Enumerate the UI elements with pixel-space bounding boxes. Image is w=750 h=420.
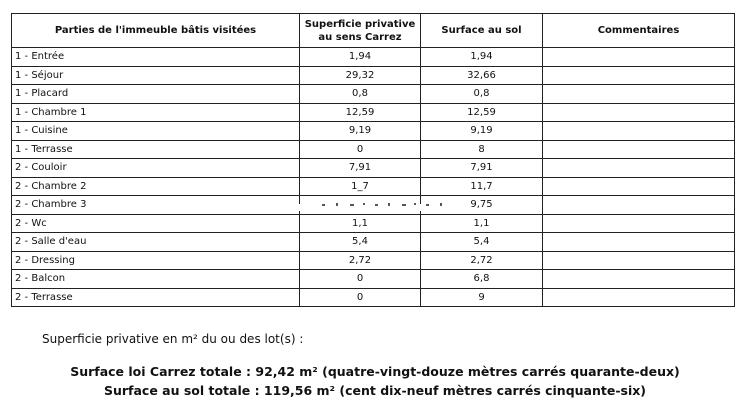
row-part: 2 - Chambre 3: [12, 196, 300, 215]
row-comment: [543, 177, 735, 196]
carrez-total: Surface loi Carrez totale : 92,42 m² (quatre-vingt-douze mètres carrés quarante-deux): [70, 364, 680, 379]
table-row: [12, 288, 735, 307]
row-comment: [543, 233, 735, 252]
header-carrez: Superficie privative au sens Carrez: [300, 14, 421, 48]
table-row: [12, 122, 735, 141]
row-ground: 12,59: [421, 103, 543, 122]
row-part: 2 - Couloir: [12, 159, 300, 178]
row-comment: [543, 270, 735, 289]
row-carrez: 29,32: [300, 66, 421, 85]
row-carrez: 12,59: [300, 103, 421, 122]
row-part: 1 - Placard: [12, 85, 300, 104]
row-carrez: 0,8: [300, 85, 421, 104]
table-row: [12, 159, 735, 178]
row-ground: 1,94: [421, 48, 543, 67]
row-part: 1 - Terrasse: [12, 140, 300, 159]
table-row: [12, 85, 735, 104]
row-carrez: 0: [300, 140, 421, 159]
row-ground: 5,4: [421, 233, 543, 252]
row-ground: 1,1: [421, 214, 543, 233]
row-ground: 2,72: [421, 251, 543, 270]
row-comment: [543, 48, 735, 67]
ground-total: Surface au sol totale : 119,56 m² (cent dix-neuf mètres carrés cinquante-six): [103, 383, 647, 398]
row-carrez: 7,91: [300, 159, 421, 178]
row-comment: [543, 66, 735, 85]
row-ground: 9,19: [421, 122, 543, 141]
row-comment: [543, 140, 735, 159]
row-carrez: 2,72: [300, 251, 421, 270]
row-ground: 6,8: [421, 270, 543, 289]
row-comment: [543, 122, 735, 141]
header-parts: Parties de l'immeuble bâtis visitées: [12, 14, 300, 48]
row-carrez: 5,4: [300, 233, 421, 252]
row-part: 2 - Salle d'eau: [12, 233, 300, 252]
row-part: 2 - Balcon: [12, 270, 300, 289]
row-part: 2 - Dressing: [12, 251, 300, 270]
row-comment: [543, 288, 735, 307]
row-part: 2 - Chambre 2: [12, 177, 300, 196]
row-carrez: 9,19: [300, 122, 421, 141]
row-ground: 9: [421, 288, 543, 307]
scan-artifact: [292, 194, 452, 220]
table-row: [12, 48, 735, 67]
table-header-row: [12, 14, 735, 48]
row-ground: 8: [421, 140, 543, 159]
row-part: 2 - Terrasse: [12, 288, 300, 307]
table-row: [12, 270, 735, 289]
row-part: 1 - Chambre 1: [12, 103, 300, 122]
table-row: [12, 251, 735, 270]
row-carrez: 0: [300, 270, 421, 289]
row-ground: 11,7: [421, 177, 543, 196]
table-row: [12, 233, 735, 252]
row-ground: 32,66: [421, 66, 543, 85]
row-carrez: 1,94: [300, 48, 421, 67]
table-row: [12, 177, 735, 196]
row-comment: [543, 159, 735, 178]
row-comment: [543, 214, 735, 233]
table-row: [12, 140, 735, 159]
row-part: 2 - Wc: [12, 214, 300, 233]
header-comments: Commentaires: [543, 14, 735, 48]
table-row: [12, 103, 735, 122]
row-comment: [543, 196, 735, 215]
row-comment: [543, 85, 735, 104]
table-row: [12, 66, 735, 85]
row-carrez: 1,1: [300, 214, 421, 233]
row-part: 1 - Entrée: [12, 48, 300, 67]
row-ground: 7,91: [421, 159, 543, 178]
row-ground: 9,75: [421, 196, 543, 215]
row-comment: [543, 251, 735, 270]
row-part: 1 - Séjour: [12, 66, 300, 85]
row-comment: [543, 103, 735, 122]
surface-table: [11, 13, 735, 307]
row-carrez: 1_7: [300, 177, 421, 196]
header-ground: Surface au sol: [421, 14, 543, 48]
row-part: 1 - Cuisine: [12, 122, 300, 141]
summary-note: Superficie privative en m² du ou des lot(s) :: [42, 332, 304, 346]
row-carrez: 0: [300, 288, 421, 307]
row-ground: 0,8: [421, 85, 543, 104]
